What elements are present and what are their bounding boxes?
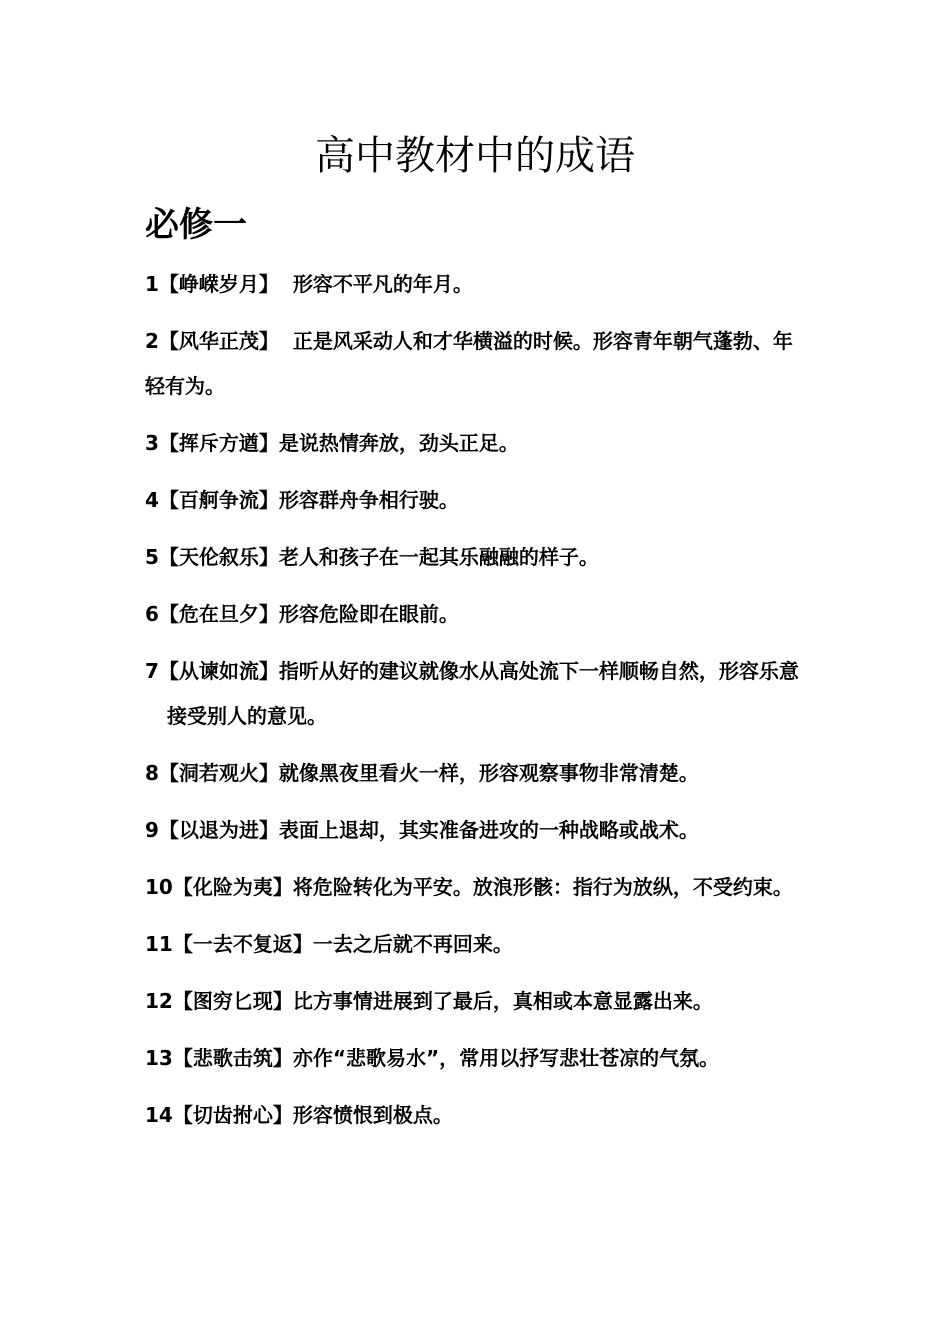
list-item: [145, 922, 810, 967]
list-item: [145, 262, 810, 307]
idiom-term: 【悲歌击筑】: [172, 1046, 293, 1070]
idiom-term: 【洞若观火】: [158, 761, 279, 785]
idiom-definition: 老人和孩子在一起其乐融融的样子。: [278, 545, 599, 569]
idiom-term: 【挥斥方遒】: [158, 431, 279, 455]
idiom-term: 【化险为夷】: [172, 875, 293, 899]
idiom-definition: 是说热情奔放，劲头正足。: [278, 431, 519, 455]
idiom-definition: 一去之后就不再回来。: [312, 932, 513, 956]
idiom-list: [145, 262, 810, 1150]
entry-number: 14: [145, 1103, 173, 1127]
idiom-definition: 形容不平凡的年月。: [292, 272, 473, 296]
idiom-term: 【切齿拊心】: [172, 1103, 293, 1127]
idiom-term: 【以退为进】: [158, 818, 279, 842]
entry-number: 9: [145, 818, 159, 842]
idiom-definition: 表面上退却，其实准备进攻的一种战略或战术。: [278, 818, 699, 842]
idiom-term: 【危在旦夕】: [158, 602, 279, 626]
idiom-definition: 亦作“悲歌易水”，常用以抒写悲壮苍凉的气氛。: [292, 1046, 720, 1070]
idiom-definition: 将危险转化为平安。放浪形骸：指行为放纵，不受约束。: [292, 875, 793, 899]
entry-number: 7: [145, 659, 159, 683]
list-item: [145, 535, 810, 580]
idiom-definition: 形容群舟争相行驶。: [278, 488, 459, 512]
entry-number: 1: [145, 272, 159, 296]
idiom-term: 【一去不复返】: [172, 932, 313, 956]
idiom-definition: 形容愤恨到极点。: [292, 1103, 453, 1127]
entry-number: 13: [145, 1046, 173, 1070]
idiom-term: 【峥嵘岁月】: [158, 272, 279, 296]
idiom-term: 【天伦叙乐】: [158, 545, 279, 569]
entry-number: 4: [145, 488, 159, 512]
list-item: [145, 1093, 810, 1138]
idiom-term: 【风华正茂】: [158, 329, 279, 353]
entry-number: 12: [145, 989, 173, 1013]
idiom-definition: 比方事情进展到了最后，真相或本意显露出来。: [292, 989, 713, 1013]
list-item: [145, 865, 810, 910]
idiom-definition: 就像黑夜里看火一样，形容观察事物非常清楚。: [278, 761, 699, 785]
entry-number: 3: [145, 431, 159, 455]
list-item: [145, 979, 810, 1024]
entry-number: 6: [145, 602, 159, 626]
document-title: 高中教材中的成语: [315, 133, 635, 179]
idiom-term: 【图穷匕现】: [172, 989, 293, 1013]
list-item: [145, 478, 810, 523]
list-item: [145, 649, 810, 739]
idiom-definition: 指听从好的建议就像水从高处流下一样顺畅自然，形容乐意接受别人的意见。: [167, 659, 799, 728]
idiom-term: 【百舸争流】: [158, 488, 279, 512]
idiom-term: 【从谏如流】: [158, 659, 279, 683]
list-item: [145, 751, 810, 796]
idiom-definition: 正是风采动人和才华横溢的时候。形容青年朝气蓬勃、年轻有为。: [145, 329, 793, 398]
entry-number: 5: [145, 545, 159, 569]
list-item: [145, 808, 810, 853]
entry-number: 8: [145, 761, 159, 785]
list-item: [145, 592, 810, 637]
entry-number: 11: [145, 932, 173, 956]
list-item: [145, 1036, 810, 1081]
list-item: [145, 421, 810, 466]
entry-number: 2: [145, 329, 159, 353]
entry-number: 10: [145, 875, 173, 899]
idiom-definition: 形容危险即在眼前。: [278, 602, 459, 626]
list-item: [145, 319, 810, 409]
section-heading: 必修一: [145, 205, 247, 245]
